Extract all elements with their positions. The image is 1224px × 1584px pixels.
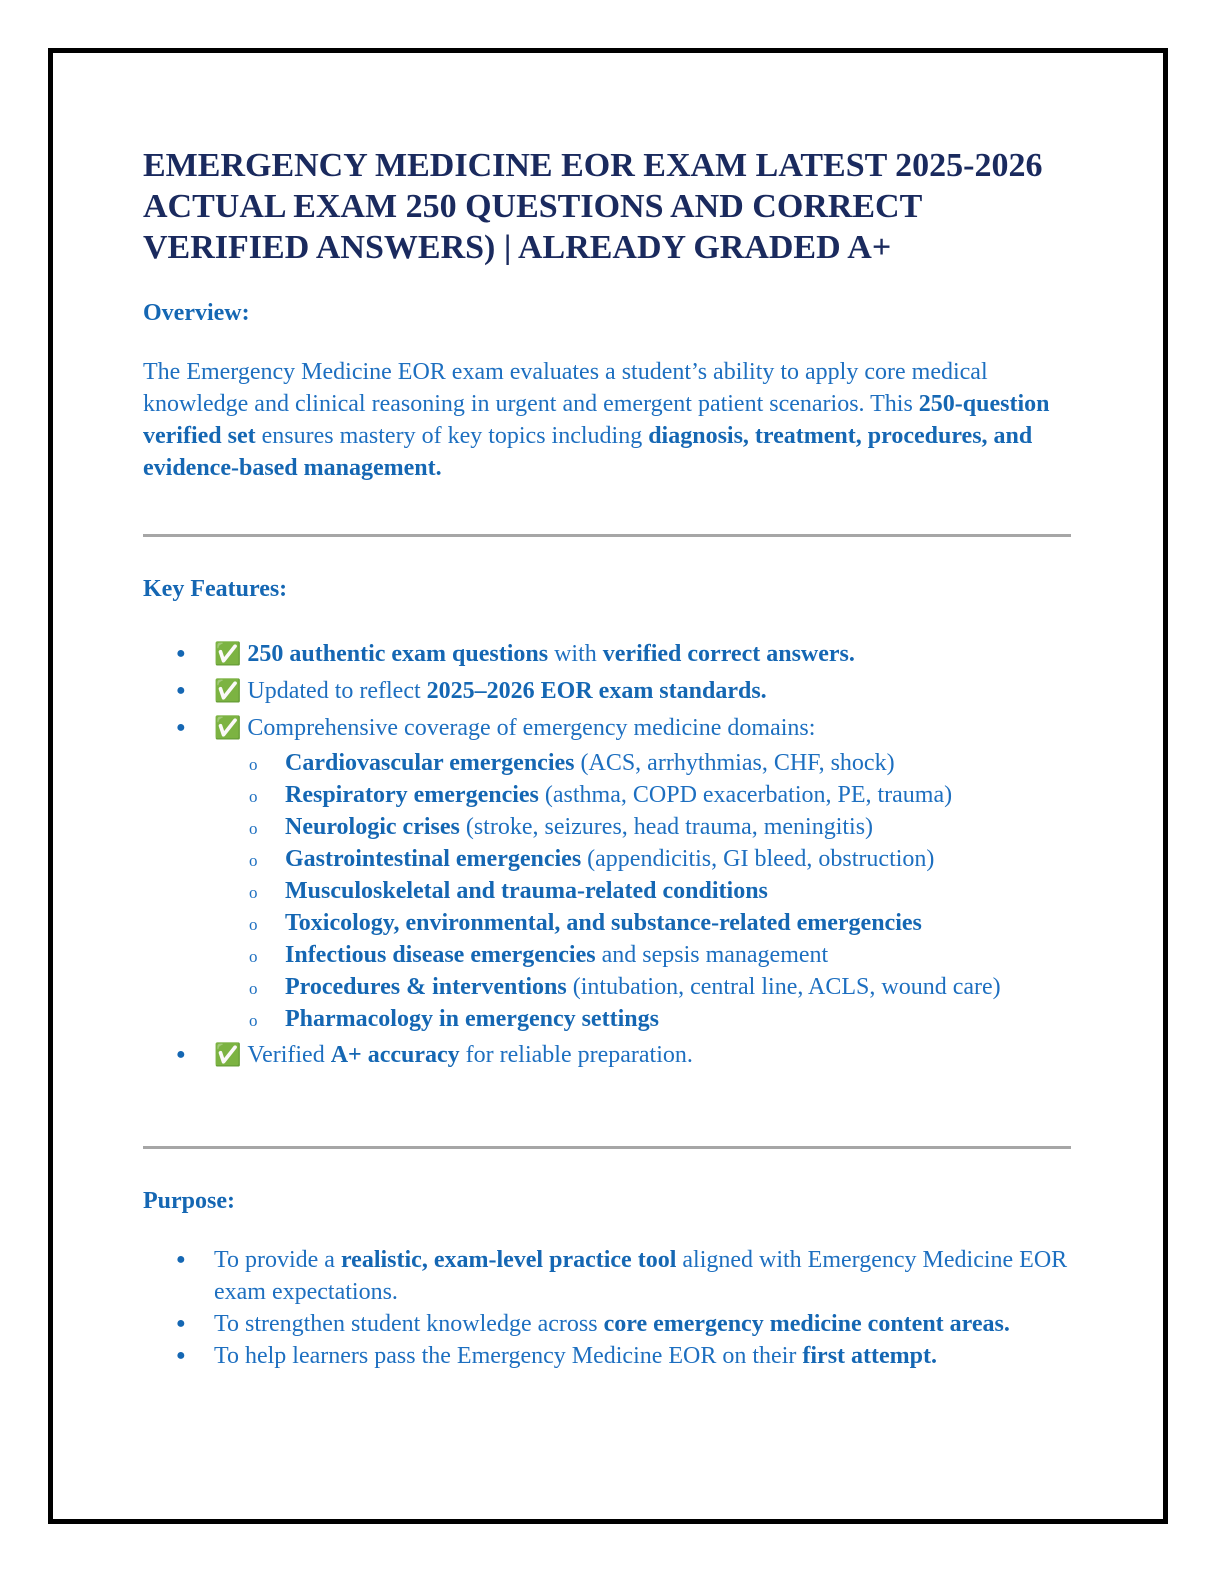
overview-bold-2: diagnosis, treatment, procedures, and evidence-based management. bbox=[143, 423, 1033, 481]
bullet-icon: ● bbox=[176, 1315, 186, 1332]
purpose-item bbox=[176, 1308, 1074, 1340]
key-features-heading: Key Features: bbox=[143, 576, 288, 602]
domain-bold: Pharmacology in emergency settings bbox=[285, 1006, 659, 1032]
circle-bullet-icon: o bbox=[249, 1011, 258, 1030]
overview-bold-1: 250-question verified set bbox=[143, 391, 1050, 449]
bullet-icon: ● bbox=[176, 1046, 186, 1063]
bullet-icon: ● bbox=[176, 645, 186, 662]
domain-item bbox=[249, 811, 1070, 843]
domain-item bbox=[249, 779, 1070, 811]
feature-item bbox=[176, 1037, 1074, 1074]
feature-bold: A+ accuracy bbox=[330, 1042, 460, 1068]
domain-bold: Infectious disease emergencies bbox=[285, 942, 596, 968]
domain-text: (intubation, central line, ACLS, wound care) bbox=[566, 974, 1001, 1000]
overview-text-2: ensures mastery of key topics including bbox=[255, 423, 649, 449]
feature-bold: 2025–2026 EOR exam standards. bbox=[426, 678, 767, 704]
domains-sublist bbox=[249, 747, 1070, 1035]
circle-bullet-icon: o bbox=[249, 819, 258, 838]
purpose-item bbox=[176, 1244, 1074, 1308]
domain-bold: Gastrointestinal emergencies bbox=[285, 846, 582, 872]
feature-text: for reliable preparation. bbox=[459, 1042, 693, 1068]
bullet-icon: ● bbox=[176, 1251, 186, 1268]
overview-paragraph bbox=[143, 356, 1073, 484]
circle-bullet-icon: o bbox=[249, 915, 258, 934]
check-icon: ✅ bbox=[214, 642, 242, 667]
document-title: EMERGENCY MEDICINE EOR EXAM LATEST 2025-2026 ACTUAL EXAM 250 QUESTIONS AND CORRECT VERIFIED ANSWERS) | ALREADY GRADED A+ bbox=[143, 147, 1043, 266]
circle-bullet-icon: o bbox=[249, 851, 258, 870]
domain-item bbox=[249, 747, 1070, 779]
domain-text: (ACS, arrhythmias, CHF, shock) bbox=[574, 750, 895, 776]
feature-item bbox=[176, 636, 1074, 673]
bullet-icon: ● bbox=[176, 719, 186, 736]
domain-bold: Respiratory emergencies bbox=[285, 782, 539, 808]
overview-text-1: The Emergency Medicine EOR exam evaluates a student’s ability to apply core medical knowledge and clinical reasoning in urgent and emergent patient scenarios. This bbox=[143, 359, 988, 417]
bullet-icon: ● bbox=[176, 1347, 186, 1364]
feature-text: Updated to reflect bbox=[247, 678, 427, 704]
purpose-text: aligned with Emergency Medicine EOR exam expectations. bbox=[214, 1247, 1068, 1305]
domain-item bbox=[249, 875, 1070, 907]
circle-bullet-icon: o bbox=[249, 947, 258, 966]
feature-text: Verified bbox=[247, 1042, 331, 1068]
circle-bullet-icon: o bbox=[249, 883, 258, 902]
domain-bold: Toxicology, environmental, and substance-related emergencies bbox=[285, 910, 922, 936]
circle-bullet-icon: o bbox=[249, 787, 258, 806]
domain-bold: Musculoskeletal and trauma-related conditions bbox=[285, 878, 768, 904]
feature-bold: 250 authentic exam questions bbox=[247, 641, 549, 667]
section-divider bbox=[143, 1146, 1071, 1149]
bullet-icon: ● bbox=[176, 682, 186, 699]
feature-item bbox=[176, 673, 1074, 710]
purpose-text: To help learners pass the Emergency Medicine EOR on their bbox=[214, 1343, 803, 1369]
domain-bold: Procedures & interventions bbox=[285, 974, 567, 1000]
check-icon: ✅ bbox=[214, 1043, 242, 1068]
domain-text: (stroke, seizures, head trauma, meningitis) bbox=[459, 814, 874, 840]
purpose-bold: core emergency medicine content areas. bbox=[603, 1311, 1010, 1337]
key-features-list bbox=[176, 636, 1074, 1074]
purpose-heading: Purpose: bbox=[143, 1188, 235, 1214]
domain-item bbox=[249, 939, 1070, 971]
domain-item bbox=[249, 843, 1070, 875]
feature-text: Comprehensive coverage of emergency medicine domains: bbox=[247, 715, 816, 741]
feature-item bbox=[176, 710, 1074, 1035]
domain-text: and sepsis management bbox=[595, 942, 829, 968]
purpose-list bbox=[176, 1244, 1074, 1372]
purpose-text: To strengthen student knowledge across bbox=[214, 1311, 604, 1337]
circle-bullet-icon: o bbox=[249, 755, 258, 774]
feature-text: with bbox=[548, 641, 603, 667]
circle-bullet-icon: o bbox=[249, 979, 258, 998]
feature-bold: verified correct answers. bbox=[602, 641, 855, 667]
check-icon: ✅ bbox=[214, 679, 242, 704]
domain-text: (asthma, COPD exacerbation, PE, trauma) bbox=[538, 782, 953, 808]
domain-item bbox=[249, 971, 1070, 1003]
domain-item bbox=[249, 907, 1070, 939]
domain-item bbox=[249, 1003, 1070, 1035]
purpose-text: To provide a bbox=[214, 1247, 341, 1273]
domain-bold: Cardiovascular emergencies bbox=[285, 750, 575, 776]
purpose-bold: realistic, exam-level practice tool bbox=[340, 1247, 677, 1273]
purpose-item bbox=[176, 1340, 1074, 1372]
domain-bold: Neurologic crises bbox=[285, 814, 460, 840]
check-icon: ✅ bbox=[214, 716, 242, 741]
section-divider bbox=[143, 534, 1071, 537]
domain-text: (appendicitis, GI bleed, obstruction) bbox=[581, 846, 935, 872]
overview-heading: Overview: bbox=[143, 300, 250, 326]
purpose-bold: first attempt. bbox=[802, 1343, 937, 1369]
